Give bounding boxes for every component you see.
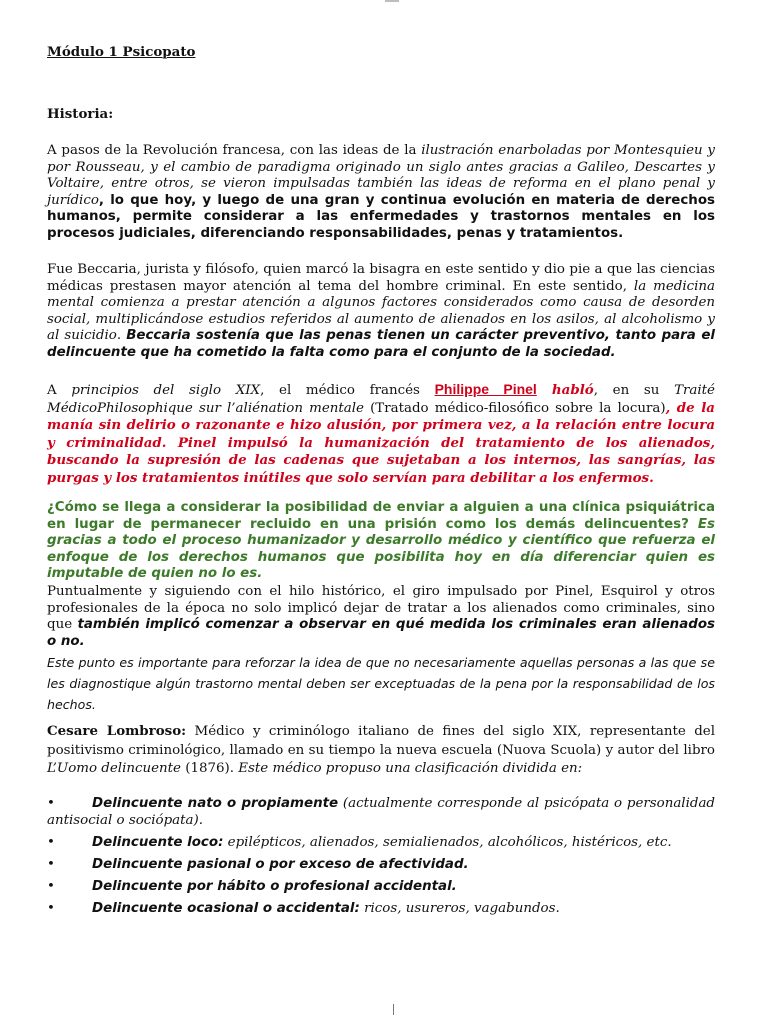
p7-year: (1876).	[180, 761, 239, 776]
p5-bold-italic: también implicó comenzar a observar en qué medida los criminales eran alienados o no.	[47, 617, 715, 649]
paragraph-importance: Este punto es importante para reforzar la idea de que no necesariamente aquellas personas a las que se les diagnostique algún trastorno mental deben ser exceptuadas de la pena por la responsabilidad de los hechos.	[47, 655, 715, 712]
p3-text-a: A	[47, 383, 72, 398]
bullet-glyph: •	[47, 796, 55, 811]
p3-treatise-title: Traité MédicoPhilosophique sur l’aliénation mentale	[47, 383, 715, 416]
section-heading: Historia:	[47, 106, 114, 122]
list-item-label: Delincuente ocasional o accidental:	[92, 900, 360, 916]
p2-italic: la medicina mental comienza a prestar atención a algunos factores considerados como causa de desorden social, multiplicándose estudios referidos al aumento de alienados en los asilos, al alcoholismo y al suicidio	[47, 278, 715, 344]
list-item-desc: epilépticos, alienados, semialienados, alcohólicos, histéricos, etc.	[223, 834, 672, 850]
bullet-glyph: •	[47, 878, 55, 894]
page-title: Módulo 1 Psicopato	[47, 44, 196, 60]
classification-list	[47, 796, 715, 923]
p2-text: Fue Beccaria, jurista y filósofo, quien marcó la bisagra en este sentido y dio pie a que las ciencias médicas prestasen mayor atención al tema del hombre criminal. En este sentido,	[47, 262, 715, 294]
list-item-label: Delincuente loco:	[92, 834, 224, 850]
lombroso-name: Cesare Lombroso:	[47, 723, 187, 739]
list-item-desc: (actualmente corresponde al psicópata o personalidad antisocial o sociópata).	[47, 796, 715, 828]
paragraph-beccaria	[47, 262, 715, 362]
p4-question: ¿Cómo se llega a considerar la posibilidad de enviar a alguien a una clínica psiquiátrica en lugar de permanecer recluido en una prisión como los demás delincuentes?	[47, 500, 715, 532]
p3-italic-century: principios del siglo XIX	[71, 383, 261, 398]
p3-hablo: habló	[536, 382, 594, 398]
p7-text: Médico y criminólogo italiano de fines del siglo XIX, representante del positivismo criminológico, llamado en su tiempo la nueva escuela (Nuova Scuola) y autor del libro	[47, 724, 715, 758]
p1-italic: ilustración enarboladas por Montesquieu y por Rousseau, y el cambio de paradigma originado un siglo antes gracias a Galileo, Descartes y Voltaire, entre otros, se vieron impulsadas también las ideas de reforma en el plano penal y jurídico	[47, 143, 715, 208]
paragraph-lombroso	[47, 722, 715, 779]
p3-text-f: , en su	[593, 383, 675, 398]
list-item-label: Delincuente por hábito o profesional accidental.	[92, 878, 457, 894]
list-item	[47, 796, 715, 829]
book-title: L’Uomo delincuente	[47, 761, 181, 776]
p4-answer: Es gracias a todo el proceso humanizador y desarrollo médico y científico que refuerza el enfoque de los derechos humanos que posibilita hoy en día diferenciar quien es imputable de quien no lo es.	[47, 516, 715, 582]
list-item-label: Delincuente pasional o por exceso de afectividad.	[92, 856, 469, 872]
p2-dot: .	[116, 328, 127, 344]
list-item-desc: ricos, usureros, vagabundos.	[359, 900, 560, 916]
p3-text-c: , el médico francés	[260, 383, 435, 398]
paragraph-revolution	[47, 143, 715, 243]
bullet-glyph: •	[47, 856, 55, 872]
paragraph-question	[47, 500, 715, 583]
p3-translation: (Tratado médico-filosófico sobre la locura)	[363, 400, 666, 416]
list-item	[47, 901, 715, 918]
page-top-mark	[385, 0, 399, 2]
p7-italic: Este médico propuso una clasificación dividida en:	[238, 761, 583, 776]
p3-red-bold: , de la manía sin delirio o razonante e hizo alusión, por primera vez, a la relación entre locura y criminalidad. Pinel impulsó la humanización del tratamiento de los alienados, buscando la supresión de las cadenas que sujetaban a los internos, las sangrías, las purgas y los tratamientos inútiles que solo servían para debilitar a los enfermos.	[47, 399, 715, 486]
bullet-glyph: •	[47, 900, 55, 916]
paragraph-pinel	[47, 381, 715, 488]
p1-bold: , lo que hoy, y luego de una gran y continua evolución en materia de derechos humanos, permite considerar a las enfermedades y trastornos mentales en los procesos judiciales, diferenciando responsabilidades, penas y tratamientos.	[47, 192, 715, 241]
list-item	[47, 879, 715, 896]
list-item	[47, 857, 715, 874]
pinel-link[interactable]: Philippe Pinel	[434, 381, 537, 397]
list-item-label: Delincuente nato o propiamente	[92, 796, 339, 811]
page-bottom-mark	[393, 1004, 394, 1015]
list-item	[47, 835, 715, 852]
bullet-glyph: •	[47, 834, 55, 850]
p2-bold-italic: Beccaria sostenía que las penas tienen un carácter preventivo, tanto para el delincuente que ha cometido la falta como para el conjunto de la sociedad.	[47, 328, 716, 360]
paragraph-esquirol	[47, 584, 715, 650]
p5-text: Puntualmente y siguiendo con el hilo histórico, el giro impulsado por Pinel, Esquirol y otros profesionales de la época no solo implicó dejar de tratar a los alienados como criminales, sino que	[47, 584, 715, 633]
p1-text: A pasos de la Revolución francesa, con las ideas de la	[47, 143, 422, 158]
